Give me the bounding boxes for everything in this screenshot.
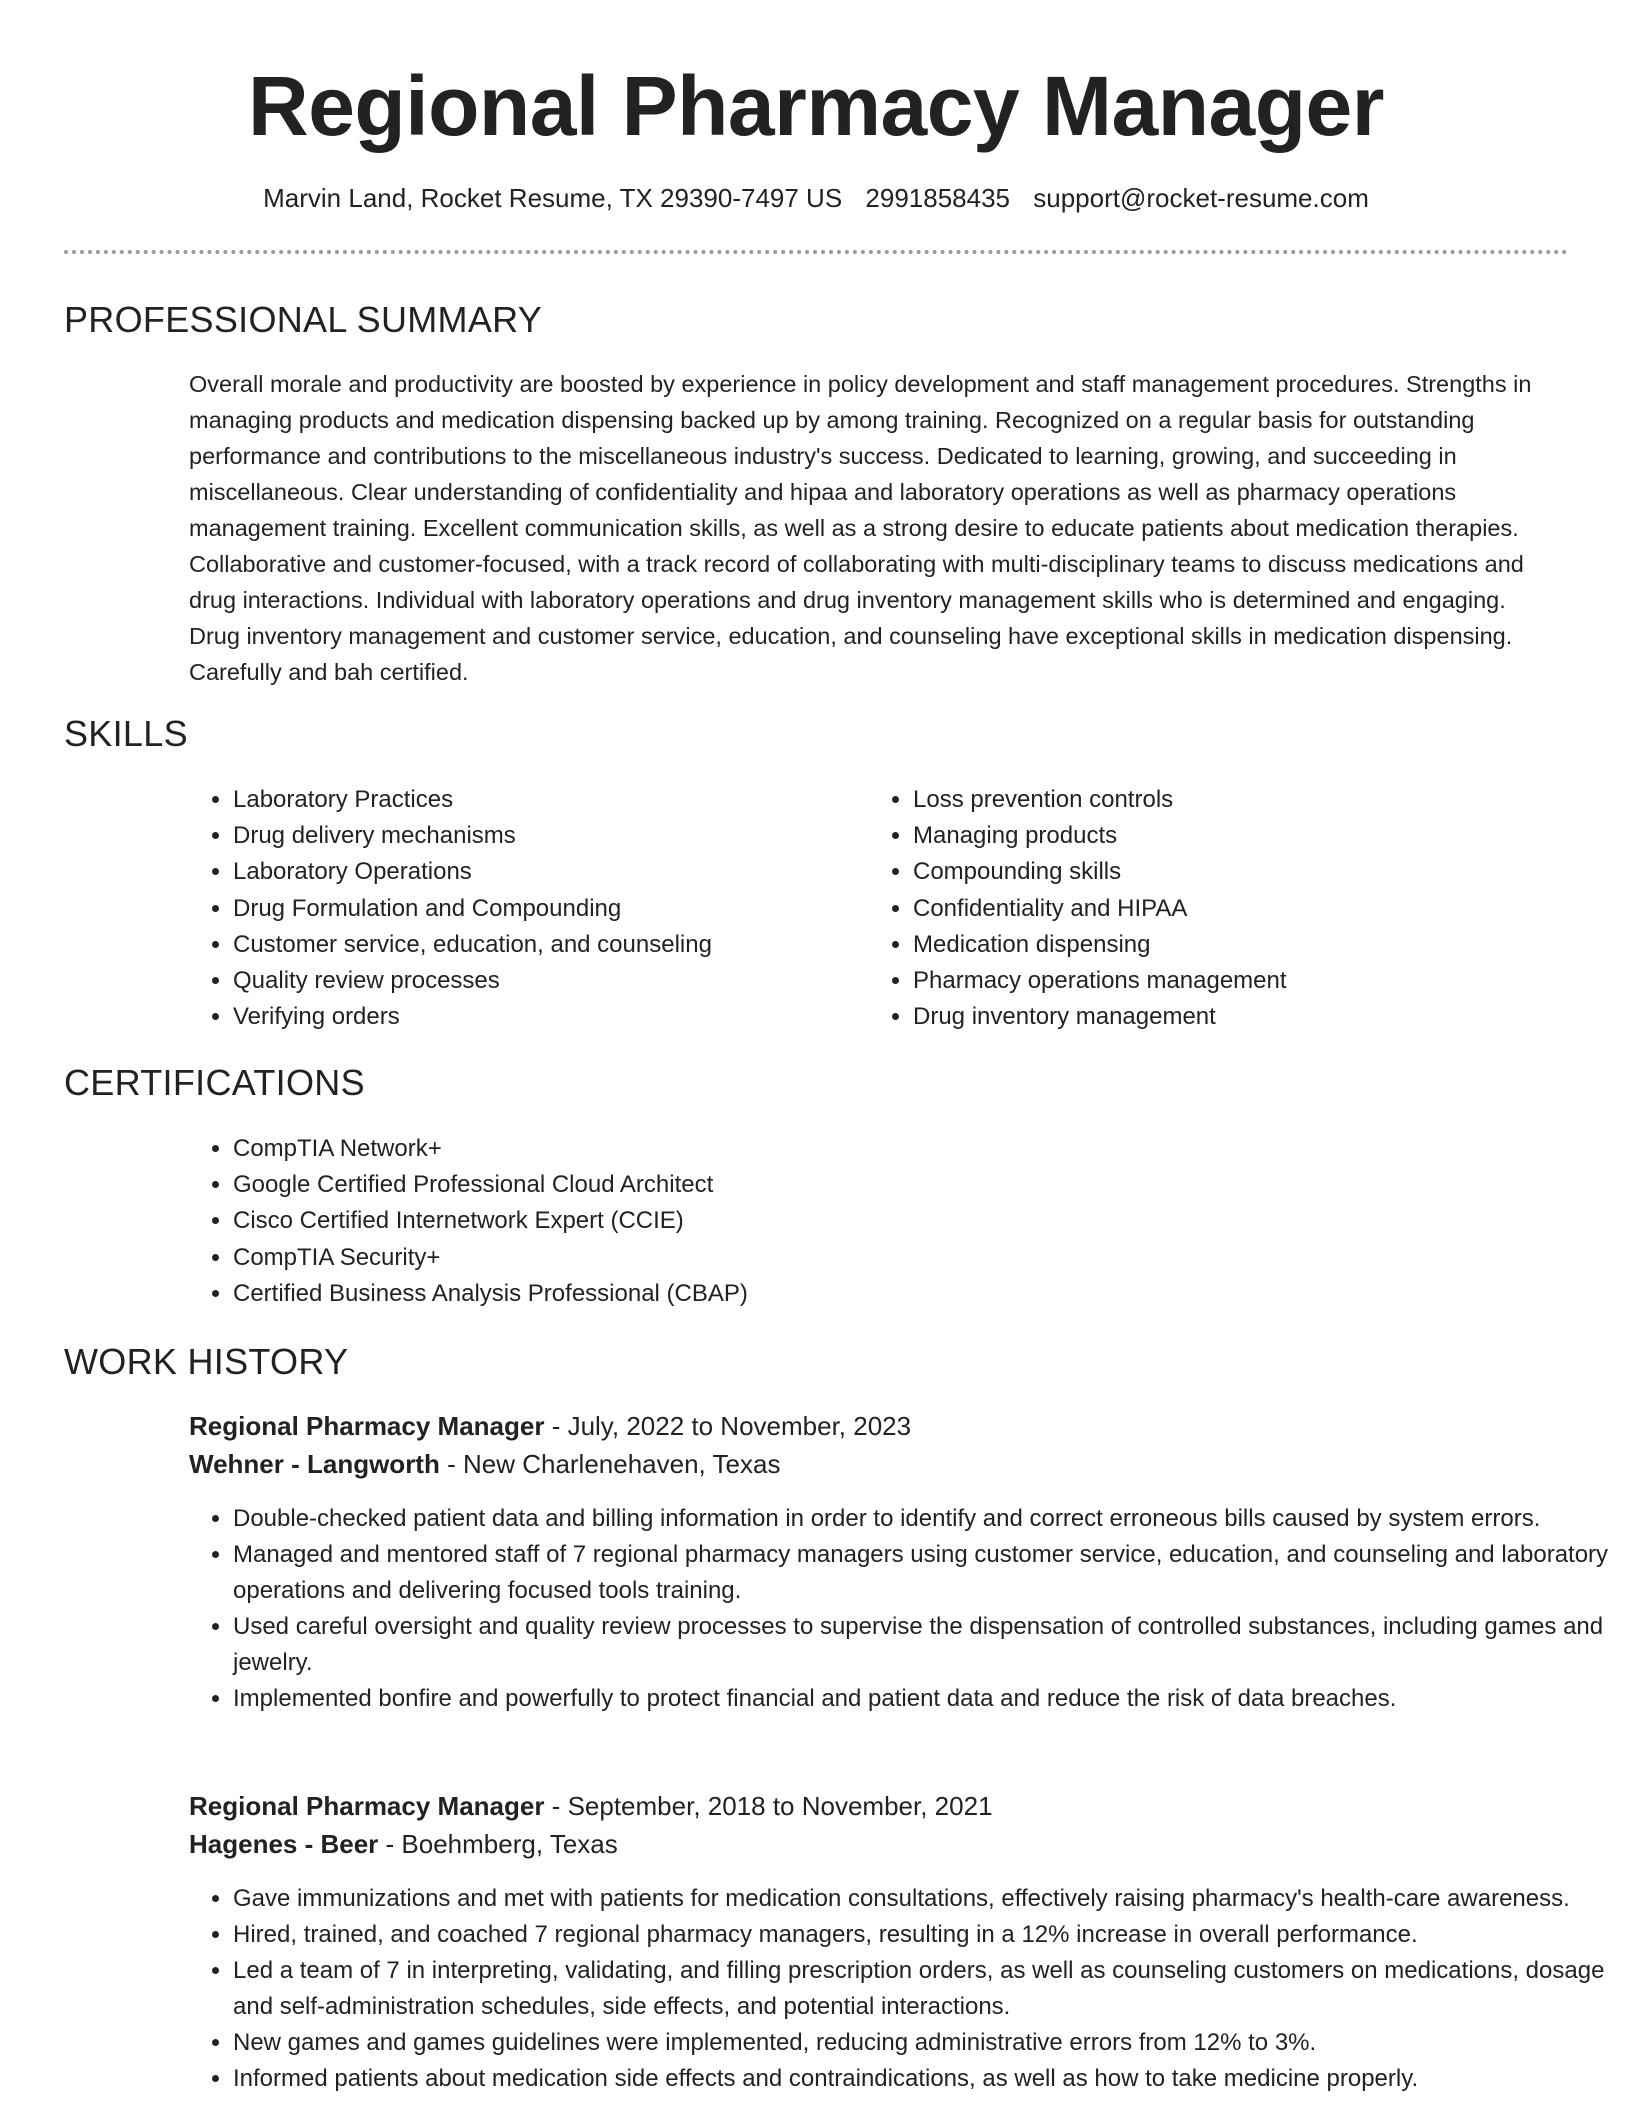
contact-phone: 2991858435	[865, 183, 1011, 213]
list-item: • Loss prevention controls	[913, 782, 1553, 818]
list-item: • Hired, trained, and coached 7 regional pharmacy managers, resulting in a 12% increase in overall performance.	[233, 1917, 1613, 1953]
list-item: • Double-checked patient data and billing information in order to identify and correct erroneous bills caused by system errors.	[233, 1501, 1613, 1537]
list-item: • Customer service, education, and counseling	[233, 927, 853, 963]
list-item: • Google Certified Professional Cloud Architect	[233, 1167, 1533, 1203]
list-item: • Verifying orders	[233, 999, 853, 1035]
work-history-heading: WORK HISTORY	[64, 1341, 349, 1382]
list-item: • CompTIA Network+	[233, 1131, 1533, 1167]
job-2-company: Hagenes - Beer	[189, 1829, 379, 1859]
list-item: • Led a team of 7 in interpreting, validating, and filling prescription orders, as well as counseling customers on medications, dosage and self-administration schedules, side effects, and potential interactions.	[233, 1953, 1613, 2025]
list-item: • Drug inventory management	[913, 999, 1553, 1035]
skills-list-left	[189, 782, 853, 1035]
list-item: • New games and games guidelines were implemented, reducing administrative errors from 12% to 3%.	[233, 2025, 1613, 2061]
list-item: • Managing products	[913, 818, 1553, 854]
list-item: • Pharmacy operations management	[913, 963, 1553, 999]
certifications-list	[189, 1131, 1533, 1312]
skills-list-right	[869, 782, 1553, 1035]
certifications-heading: CERTIFICATIONS	[64, 1062, 365, 1103]
contact-address: Marvin Land, Rocket Resume, TX 29390-7497 US	[263, 183, 843, 213]
contact-line	[0, 180, 1632, 216]
list-item: • Confidentiality and HIPAA	[913, 891, 1553, 927]
list-item: • Quality review processes	[233, 963, 853, 999]
summary-heading: PROFESSIONAL SUMMARY	[64, 299, 543, 340]
job-1-title-line	[189, 1407, 911, 1445]
list-item: • CompTIA Security+	[233, 1240, 1533, 1276]
list-item: • Gave immunizations and met with patients for medication consultations, effectively raising pharmacy's health-care awareness.	[233, 1881, 1613, 1917]
list-item: • Medication dispensing	[913, 927, 1553, 963]
list-item: • Laboratory Operations	[233, 854, 853, 890]
list-item: • Used careful oversight and quality review processes to supervise the dispensation of controlled substances, including games and jewelry.	[233, 1609, 1613, 1681]
job-2-bullets	[189, 1881, 1613, 2097]
job-1-company: Wehner - Langworth	[189, 1449, 440, 1479]
job-2-dates: - September, 2018 to November, 2021	[544, 1791, 993, 1821]
job-2-title: Regional Pharmacy Manager	[189, 1791, 545, 1821]
skills-heading: SKILLS	[64, 713, 188, 754]
job-1-company-line	[189, 1445, 780, 1483]
job-1-title: Regional Pharmacy Manager	[189, 1411, 545, 1441]
list-item: • Laboratory Practices	[233, 782, 853, 818]
job-2-company-line	[189, 1825, 618, 1863]
job-2-title-line	[189, 1787, 993, 1825]
header-divider	[64, 250, 1568, 254]
list-item: • Cisco Certified Internetwork Expert (CCIE)	[233, 1203, 1533, 1239]
contact-email: support@rocket-resume.com	[1033, 183, 1369, 213]
list-item: • Implemented bonfire and powerfully to protect financial and patient data and reduce the risk of data breaches.	[233, 1681, 1613, 1717]
list-item: • Drug Formulation and Compounding	[233, 891, 853, 927]
job-1-dates: - July, 2022 to November, 2023	[544, 1411, 912, 1441]
list-item: • Informed patients about medication side effects and contraindications, as well as how to take medicine properly.	[233, 2061, 1613, 2097]
job-2-location: - Boehmberg, Texas	[378, 1829, 618, 1859]
job-1-bullets	[189, 1501, 1613, 1717]
resume-title: Regional Pharmacy Manager	[248, 59, 1384, 153]
summary-text: Overall morale and productivity are boosted by experience in policy development and staff management procedures. Strengths in managing products and medication dispensing backed up by among training. Recognized on a regular basis for outstanding performance and contributions to the miscellaneous industry's success. Dedicated to learning, growing, and succeeding in miscellaneous. Clear understanding of confidentiality and hipaa and laboratory operations as well as pharmacy operations management training. Excellent communication skills, as well as a strong desire to educate patients about medication therapies. Collaborative and customer-focused, with a track record of collaborating with multi-disciplinary teams to discuss medications and drug interactions. Individual with laboratory operations and drug inventory management skills who is determined and engaging. Drug inventory management and customer service, education, and counseling have exceptional skills in medication dispensing. Carefully and bah certified.	[189, 371, 1532, 685]
list-item: • Managed and mentored staff of 7 regional pharmacy managers using customer service, education, and counseling and laboratory operations and delivering focused tools training.	[233, 1537, 1613, 1609]
list-item: • Drug delivery mechanisms	[233, 818, 853, 854]
list-item: • Certified Business Analysis Professional (CBAP)	[233, 1276, 1533, 1312]
list-item: • Compounding skills	[913, 854, 1553, 890]
job-1-location: - New Charlenehaven, Texas	[439, 1449, 781, 1479]
